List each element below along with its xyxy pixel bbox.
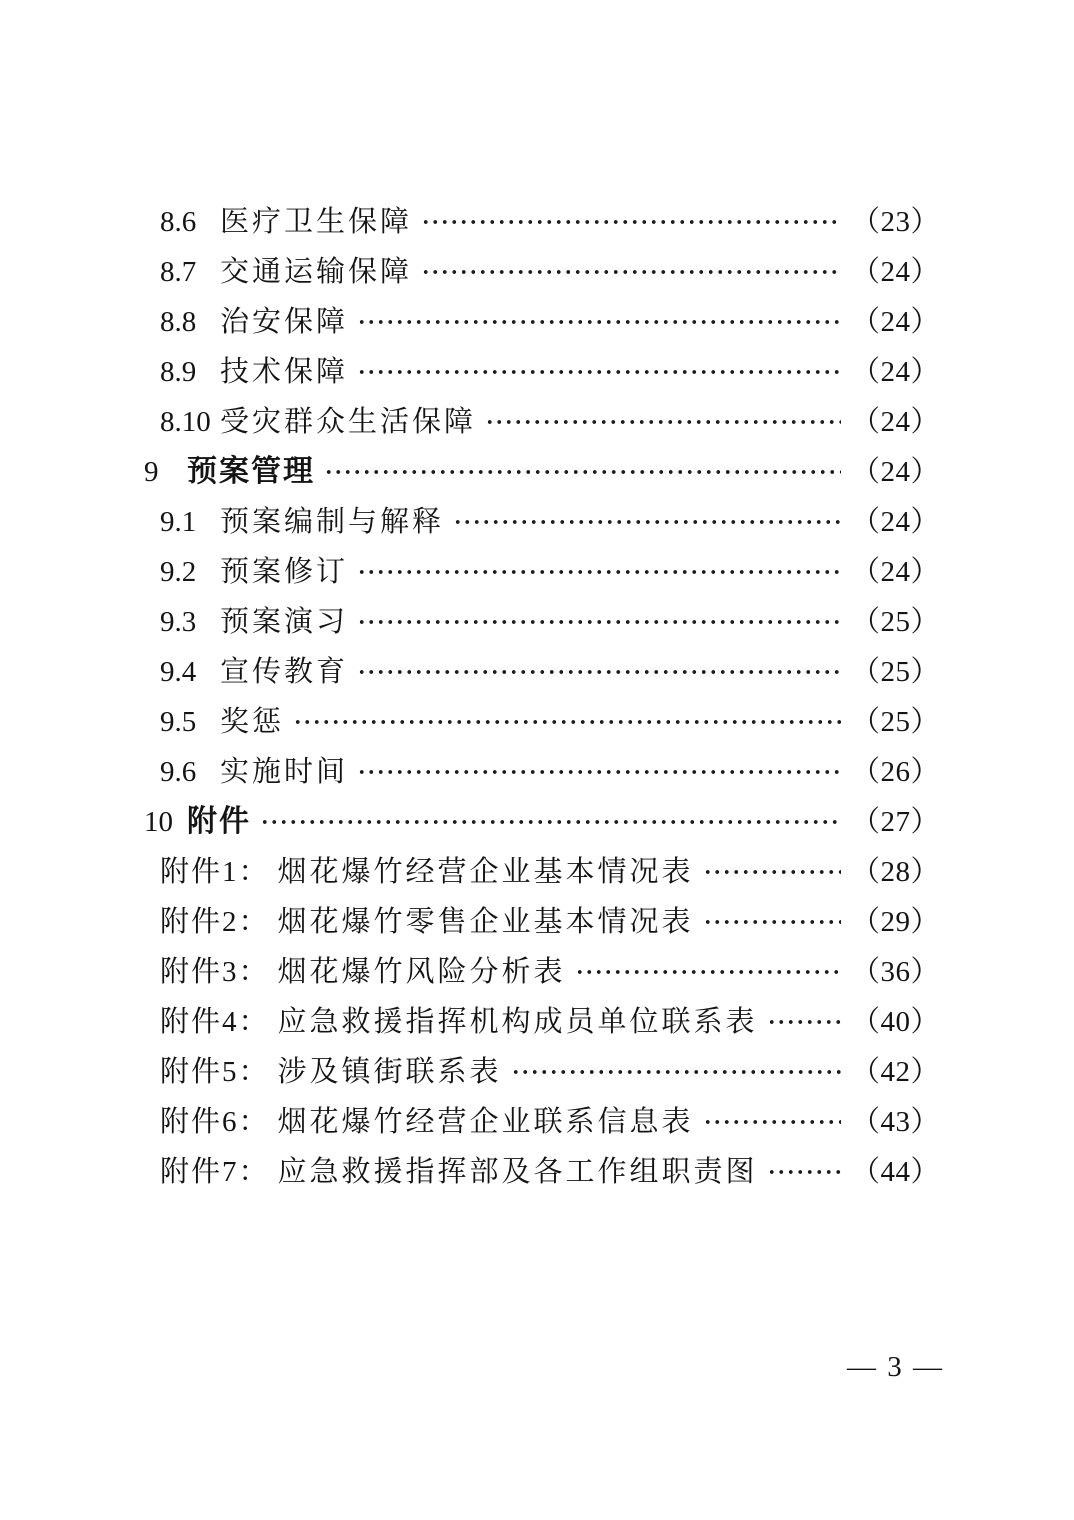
toc-entry-number: 附件3： xyxy=(160,956,270,988)
dot-leader xyxy=(357,597,841,647)
toc-entry xyxy=(0,1097,1074,1147)
dot-leader xyxy=(703,847,841,897)
toc-entry-page: （24） xyxy=(850,406,940,438)
toc-entry-title: 涉及镇街联系表 xyxy=(277,1056,502,1088)
toc-entry-title: 奖惩 xyxy=(220,706,285,738)
toc-entry-page: （24） xyxy=(850,506,940,538)
toc-entry-number: 8.9 xyxy=(160,356,197,388)
toc-entry xyxy=(0,997,1074,1047)
page-number-footer: — 3 — xyxy=(847,1351,944,1383)
toc-entry-title: 实施时间 xyxy=(220,756,349,788)
toc-entry-number: 附件2： xyxy=(160,906,270,938)
toc-entry-number: 附件7： xyxy=(160,1156,270,1188)
toc-entry-page: （40） xyxy=(850,1006,940,1038)
toc-entry-page: （25） xyxy=(850,606,940,638)
toc-entry xyxy=(0,297,1074,347)
toc-entry xyxy=(0,797,1074,847)
toc-entry-title: 烟花爆竹零售企业基本情况表 xyxy=(277,906,694,938)
toc-entry-number: 8.7 xyxy=(160,256,197,288)
toc-entry-page: （25） xyxy=(850,656,940,688)
toc-entry-title: 交通运输保障 xyxy=(220,256,413,288)
dot-leader xyxy=(703,1097,841,1147)
toc-entry-title: 应急救援指挥机构成员单位联系表 xyxy=(277,1006,758,1038)
toc-entry xyxy=(0,897,1074,947)
toc-entry-number: 8.10 xyxy=(160,406,211,438)
dot-leader xyxy=(511,1047,841,1097)
dot-leader xyxy=(357,347,841,397)
dot-leader xyxy=(575,947,841,997)
toc-entry xyxy=(0,347,1074,397)
toc-entry-title: 附件 xyxy=(187,805,251,838)
toc-entry-title: 宣传教育 xyxy=(220,656,349,688)
toc-entry-title: 受灾群众生活保障 xyxy=(220,406,477,438)
toc-entry-number: 9.2 xyxy=(160,556,197,588)
toc-entry-number: 10 xyxy=(144,806,173,838)
toc-entry-page: （24） xyxy=(850,256,940,288)
toc-entry-number: 附件4： xyxy=(160,1006,270,1038)
toc-entry-title: 预案修订 xyxy=(220,556,349,588)
toc-entry-title: 治安保障 xyxy=(220,306,349,338)
toc-entry-page: （23） xyxy=(850,206,940,238)
dot-leader xyxy=(324,447,841,497)
toc-entry xyxy=(0,847,1074,897)
toc-entry xyxy=(0,647,1074,697)
toc-entry-title: 烟花爆竹经营企业基本情况表 xyxy=(277,856,694,888)
toc-entry-page: （36） xyxy=(850,956,940,988)
toc-entry xyxy=(0,497,1074,547)
toc-entry-page: （26） xyxy=(850,756,940,788)
toc-entry-number: 9.3 xyxy=(160,606,197,638)
toc-entry xyxy=(0,547,1074,597)
toc-entry-page: （42） xyxy=(850,1056,940,1088)
dot-leader xyxy=(485,397,841,447)
dot-leader xyxy=(767,1147,841,1197)
toc-entry-page: （28） xyxy=(850,856,940,888)
toc-entry-page: （27） xyxy=(850,806,940,838)
toc-entry-number: 附件1： xyxy=(160,856,270,888)
toc-entry-number: 附件5： xyxy=(160,1056,270,1088)
dot-leader xyxy=(260,797,841,847)
toc-entry-number: 9.1 xyxy=(160,506,197,538)
dot-leader xyxy=(453,497,841,547)
toc-entry xyxy=(0,1147,1074,1197)
toc-entry-title: 烟花爆竹风险分析表 xyxy=(277,956,566,988)
dot-leader xyxy=(357,297,841,347)
toc-entry-page: （24） xyxy=(850,306,940,338)
toc-entry-number: 9.6 xyxy=(160,756,197,788)
toc-entry-number: 9 xyxy=(144,456,159,488)
dot-leader xyxy=(703,897,841,947)
toc-entry-page: （25） xyxy=(850,706,940,738)
toc-entry-title: 预案管理 xyxy=(187,455,315,488)
toc-entry xyxy=(0,197,1074,247)
toc-entry-title: 医疗卫生保障 xyxy=(220,206,413,238)
dot-leader xyxy=(421,197,841,247)
toc-entry xyxy=(0,747,1074,797)
toc-entry-page: （24） xyxy=(850,356,940,388)
dot-leader xyxy=(357,647,841,697)
toc-entry xyxy=(0,697,1074,747)
toc-entry xyxy=(0,597,1074,647)
toc-entry-page: （44） xyxy=(850,1156,940,1188)
toc-entry-title: 技术保障 xyxy=(220,356,349,388)
toc-entry-title: 预案编制与解释 xyxy=(220,506,445,538)
toc-entry-title: 预案演习 xyxy=(220,606,349,638)
toc-entry xyxy=(0,1047,1074,1097)
toc-entry-page: （43） xyxy=(850,1106,940,1138)
toc-entry-number: 9.4 xyxy=(160,656,197,688)
dot-leader xyxy=(357,747,841,797)
dot-leader xyxy=(357,547,841,597)
toc-entry xyxy=(0,397,1074,447)
toc-entry xyxy=(0,247,1074,297)
toc-entry-title: 应急救援指挥部及各工作组职责图 xyxy=(277,1156,758,1188)
toc-entry-number: 8.8 xyxy=(160,306,197,338)
toc-entry-page: （24） xyxy=(850,456,940,488)
toc-entry xyxy=(0,947,1074,997)
toc-entry xyxy=(0,447,1074,497)
toc-entry-page: （24） xyxy=(850,556,940,588)
toc-entry-title: 烟花爆竹经营企业联系信息表 xyxy=(277,1106,694,1138)
toc-entry-page: （29） xyxy=(850,906,940,938)
dot-leader xyxy=(293,697,841,747)
toc-entry-number: 8.6 xyxy=(160,206,197,238)
toc-entry-number: 9.5 xyxy=(160,706,197,738)
toc-entry-number: 附件6： xyxy=(160,1106,270,1138)
dot-leader xyxy=(421,247,841,297)
dot-leader xyxy=(767,997,841,1047)
toc-list xyxy=(0,197,1074,1197)
